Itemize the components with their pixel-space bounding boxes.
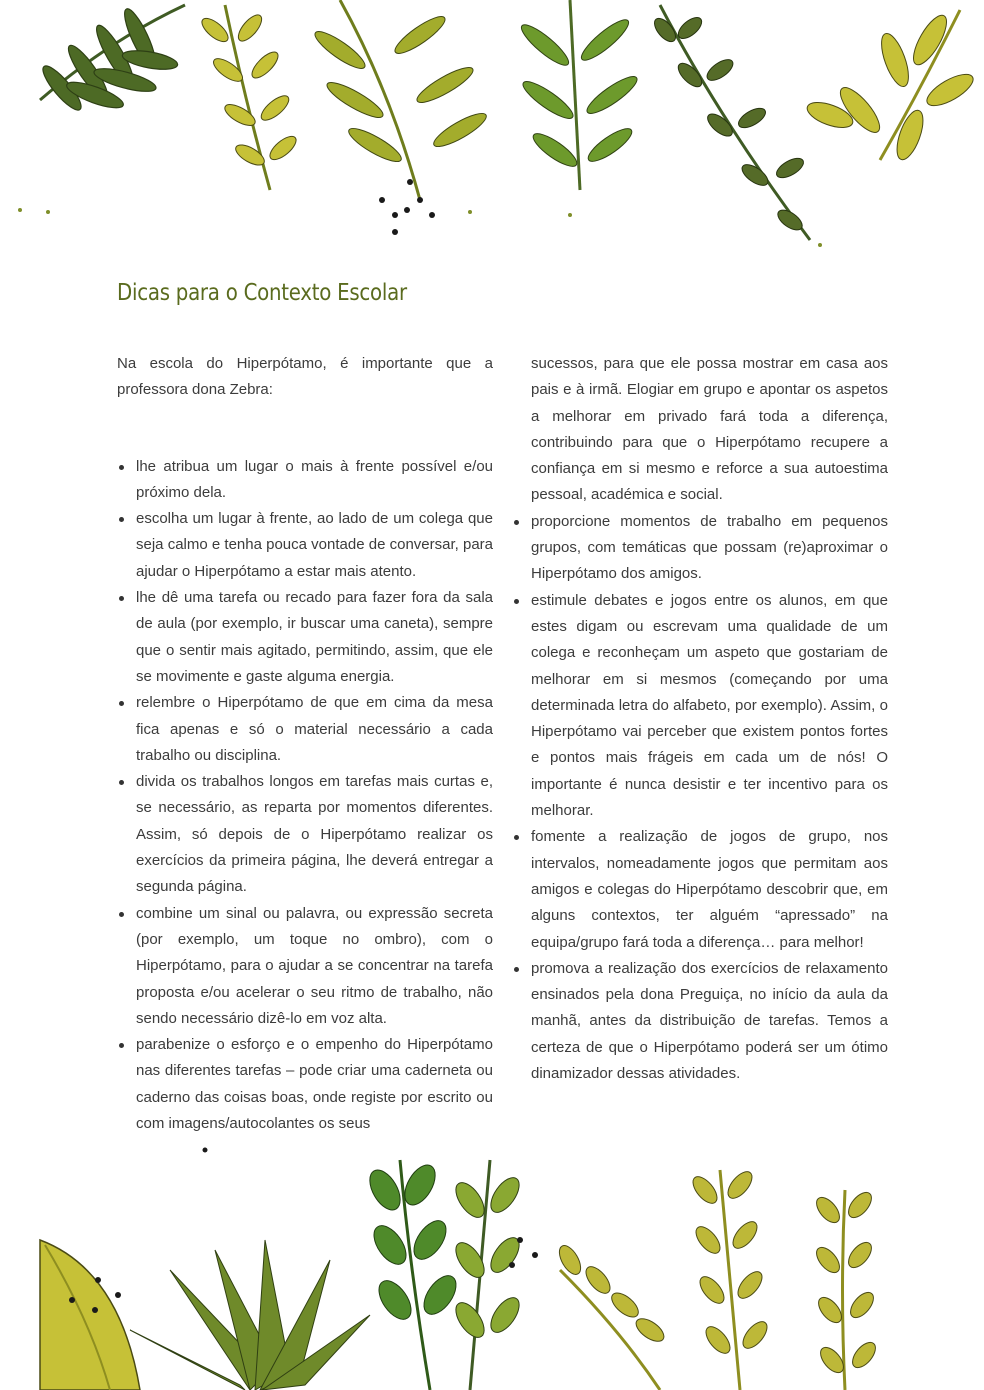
- bottom-foliage-illustration: [0, 1130, 984, 1390]
- right-column: [512, 351, 888, 1087]
- continued-item-text: sucessos, para que ele possa mostrar em casa aos pais e à irmã. Elogiar em grupo e apontar os aspetos a melhorar em privado fará toda a diferença, contribuindo para que o Hiperpótamo recupere a confiança em si mesmo e reforce a sua autoestima pessoal, académica e social.: [531, 355, 888, 504]
- list-item: proporcione momentos de trabalho em pequenos grupos, com temáticas que possam (re)aproximar o Hiperpótamo dos amigos.: [512, 509, 888, 588]
- intro-paragraph: Na escola do Hiperpótamo, é importante que a professora dona Zebra:: [117, 355, 493, 399]
- list-item: lhe atribua um lugar o mais à frente possível e/ou próximo dela.: [117, 454, 493, 507]
- list-item: promova a realização dos exercícios de relaxamento ensinados pela dona Preguiça, no início da aula da manhã, antes da distribuição de tarefas. Temos a certeza de que o Hiperpótamo poderá ser um ótimo dinamizador dessas atividades.: [512, 956, 888, 1087]
- list-item: combine um sinal ou palavra, ou expressão secreta (por exemplo, um toque no ombro), com o Hiperpótamo, para o ajudar a se concentrar na tarefa proposta e/ou acelerar o seu ritmo de trabalho, não sendo necessário dizê-lo em voz alta.: [117, 901, 493, 1032]
- list-item: lhe dê uma tarefa ou recado para fazer fora da sala de aula (por exemplo, ir buscar uma caneta), sempre que o sentir mais agitado, permitindo, assim, que ele se movimente e gaste alguma energia.: [117, 585, 493, 690]
- list-item: relembre o Hiperpótamo de que em cima da mesa fica apenas e só o material necessário a cada trabalho ou disciplina.: [117, 690, 493, 769]
- list-item: estimule debates e jogos entre os alunos, em que estes digam ou escrevam uma qualidade de um colega e reconheçam um aspeto que gostariam de melhorar em si mesmos (começando por uma determinada letra do alfabeto, por exemplo). Assim, o Hiperpótamo vai perceber que existem pontos fortes e pontos mais frágeis em cada um de nós! O importante é nunca desistir e ter incentivo para os melhorar.: [512, 588, 888, 825]
- top-foliage-illustration: [0, 0, 984, 260]
- left-tips-list: [117, 454, 493, 1138]
- list-item: fomente a realização de jogos de grupo, nos intervalos, nomeadamente jogos que permitam aos amigos e colegas do Hiperpótamo descobrir que, em alguns contextos, ter alguém “apressado” na equipa/grupo fará toda a diferença… para melhor!: [512, 824, 888, 955]
- page-title: Dicas para o Contexto Escolar: [117, 280, 407, 306]
- left-column: [117, 351, 493, 1137]
- list-item: divida os trabalhos longos em tarefas mais curtas e, se necessário, as reparta por momentos diferentes. Assim, só depois de o Hiperpótamo realizar os exercícios da primeira página, lhe deverá entregar a segunda página.: [117, 769, 493, 900]
- right-tips-list: [512, 509, 888, 1088]
- list-item: parabenize o esforço e o empenho do Hiperpótamo nas diferentes tarefas – pode criar uma caderneta ou caderno das coisas boas, onde registe por escrito ou com imagens/autocolantes os seus: [117, 1032, 493, 1137]
- list-item: escolha um lugar à frente, ao lado de um colega que seja calmo e tenha pouca vontade de conversar, para ajudar o Hiperpótamo a estar mais atento.: [117, 506, 493, 585]
